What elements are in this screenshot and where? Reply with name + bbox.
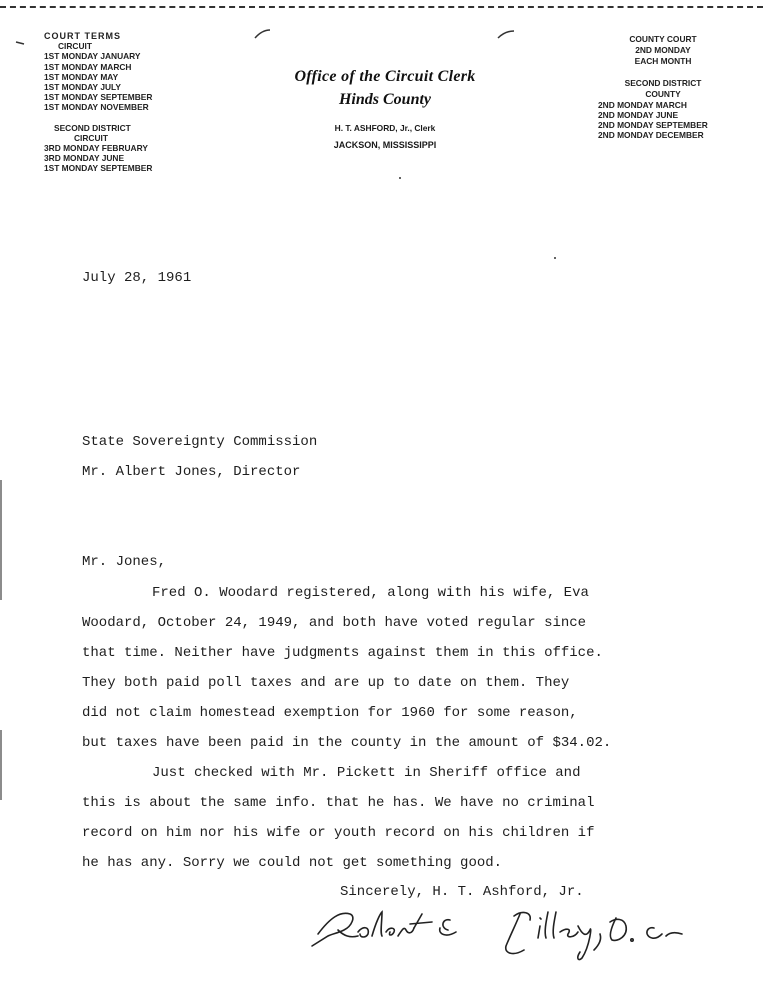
handwritten-signature bbox=[310, 906, 710, 966]
circuit-court-terms bbox=[44, 31, 194, 174]
circuit-label: CIRCUIT bbox=[58, 41, 92, 52]
county-court-term: 2ND MONDAY bbox=[635, 45, 691, 55]
second-district-term: 2ND MONDAY SEPTEMBER bbox=[598, 120, 708, 130]
second-district-term: 1ST MONDAY SEPTEMBER bbox=[44, 163, 153, 174]
circuit-term: 1ST MONDAY JULY bbox=[44, 82, 121, 93]
salutation: Mr. Jones, bbox=[82, 554, 167, 570]
letter-date: July 28, 1961 bbox=[82, 270, 192, 286]
second-circuit-label: CIRCUIT bbox=[74, 132, 108, 143]
second-district-term: 3RD MONDAY FEBRUARY bbox=[44, 143, 148, 154]
paragraph-line: that time. Neither have judgments against them in this office. bbox=[82, 645, 603, 661]
paragraph-line: Woodard, October 24, 1949, and both have voted regular since bbox=[82, 615, 587, 631]
circuit-term: 1ST MONDAY JANUARY bbox=[44, 51, 141, 62]
county-name: Hinds County bbox=[338, 91, 432, 108]
second-district-term: 2ND MONDAY JUNE bbox=[598, 110, 679, 120]
county-court-term: EACH MONTH bbox=[634, 56, 692, 66]
second-district-label: SECOND DISTRICT bbox=[624, 78, 702, 88]
top-border bbox=[0, 0, 763, 8]
recipient-name: Mr. Albert Jones, Director bbox=[82, 464, 301, 480]
second-district-term: 2ND MONDAY DECEMBER bbox=[598, 130, 704, 140]
circuit-term: 1ST MONDAY NOVEMBER bbox=[44, 102, 149, 113]
second-district-term: 2ND MONDAY MARCH bbox=[598, 100, 687, 110]
circuit-term: 1ST MONDAY MARCH bbox=[44, 61, 132, 72]
paragraph-line: but taxes have been paid in the county in the amount of $34.02. bbox=[82, 735, 612, 751]
paragraph-line: Just checked with Mr. Pickett in Sheriff office and bbox=[152, 765, 581, 781]
paragraph-2 bbox=[82, 764, 682, 884]
paragraph-line: he has any. Sorry we could not get something good. bbox=[82, 855, 503, 871]
city: JACKSON, MISSISSIPPI bbox=[333, 140, 437, 150]
circuit-term: 1ST MONDAY SEPTEMBER bbox=[44, 92, 153, 103]
second-district-label: SECOND DISTRICT bbox=[54, 122, 131, 133]
paragraph-1 bbox=[82, 584, 682, 764]
county-court-terms bbox=[598, 34, 728, 140]
second-district-term: 3RD MONDAY JUNE bbox=[44, 153, 125, 164]
circuit-term: 1ST MONDAY MAY bbox=[44, 71, 119, 82]
paragraph-line: record on him nor his wife or youth record on his children if bbox=[82, 825, 595, 841]
office-title: Office of the Circuit Clerk bbox=[294, 68, 476, 85]
closing: Sincerely, H. T. Ashford, Jr. bbox=[340, 884, 584, 900]
paragraph-line: this is about the same info. that he has. We have no criminal bbox=[82, 795, 595, 811]
clerk-name: H. T. ASHFORD, Jr., Clerk bbox=[334, 123, 436, 133]
paragraph-line: did not claim homestead exemption for 1960 for some reason, bbox=[82, 705, 578, 721]
recipient-organization: State Sovereignty Commission bbox=[82, 434, 318, 450]
letterhead-title bbox=[270, 68, 500, 150]
county-court-label: COUNTY COURT bbox=[629, 34, 697, 44]
court-terms-heading: COURT TERMS bbox=[44, 31, 121, 41]
paragraph-line: They both paid poll taxes and are up to date on them. They bbox=[82, 675, 570, 691]
county-label: COUNTY bbox=[645, 89, 681, 99]
paragraph-line: Fred O. Woodard registered, along with his wife, Eva bbox=[152, 585, 589, 601]
